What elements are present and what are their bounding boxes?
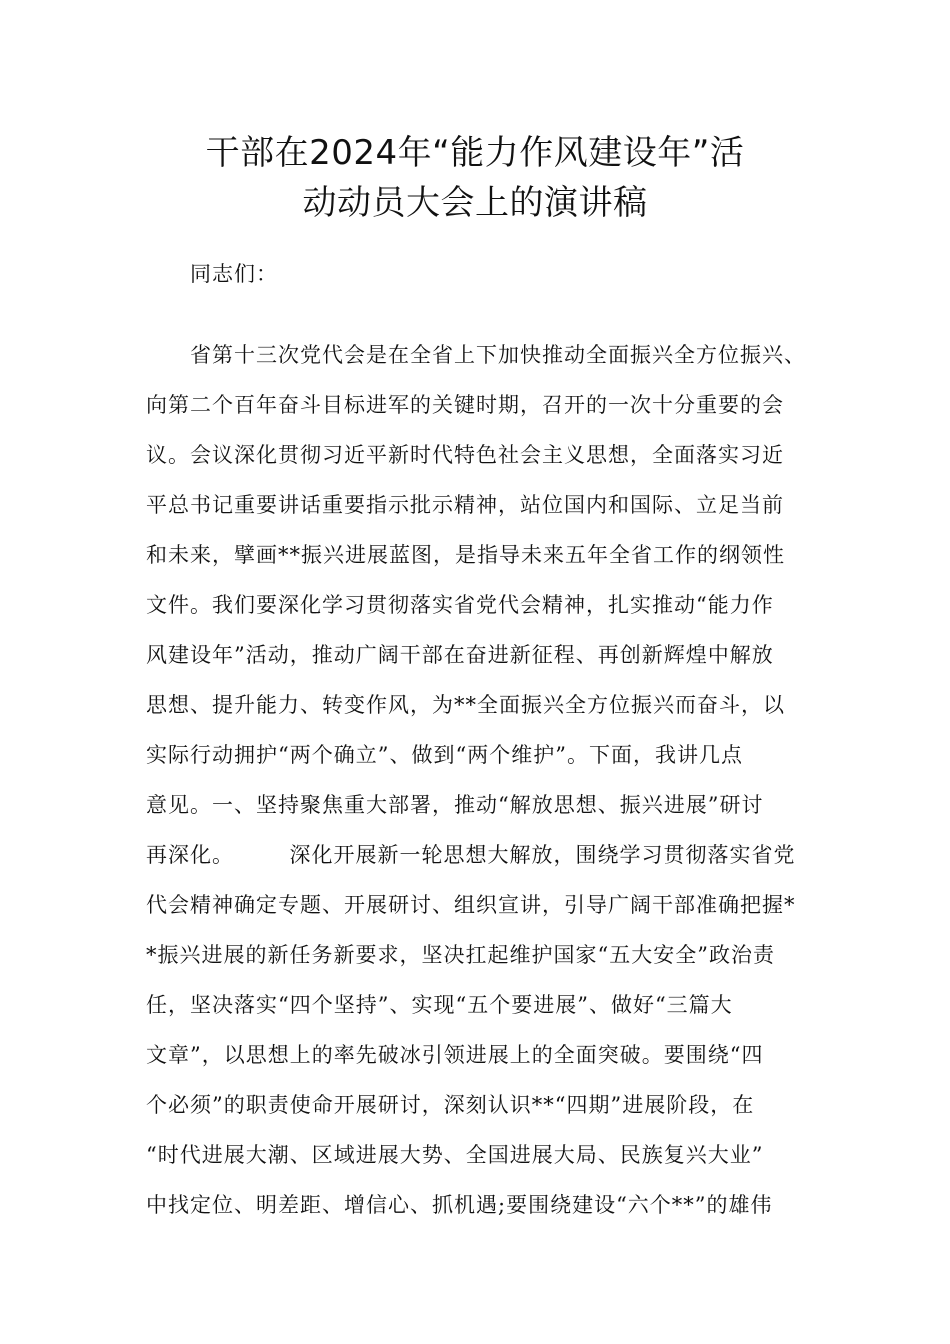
body-line: 文章”，以思想上的率先破冰引领进展上的全面突破。要围绕“四 [146, 1043, 764, 1067]
body-line: 再深化。 深化开展新一轮思想大解放，围绕学习贯彻落实省党 [146, 843, 796, 867]
document-title [80, 128, 870, 228]
body-line: 议。会议深化贯彻习近平新时代特色社会主义思想，全面落实习近 [146, 443, 784, 467]
body-line: 向第二个百年奋斗目标进军的关键时期，召开的一次十分重要的会 [146, 393, 784, 417]
body-line: 风建设年”活动，推动广阔干部在奋进新征程、再创新辉煌中解放 [146, 643, 774, 667]
greeting: 同志们： [190, 262, 278, 286]
body-line: 意见。一、坚持聚焦重大部署，推动“解放思想、振兴进展”研讨 [146, 793, 764, 817]
body-line: 省第十三次党代会是在全省上下加快推动全面振兴全方位振兴、 [146, 343, 806, 367]
body-line: 平总书记重要讲话重要指示批示精神，站位国内和国际、立足当前 [146, 493, 784, 517]
title-line-2: 动动员大会上的演讲稿 [302, 183, 648, 223]
title-line-1: 干部在2024年“能力作风建设年”活 [205, 133, 745, 173]
body-line: 任，坚决落实“四个坚持”、实现“五个要进展”、做好“三篇大 [146, 993, 733, 1017]
document-body [146, 330, 811, 1230]
body-line: 个必须”的职责使命开展研讨，深刻认识**“四期”进展阶段，在 [146, 1093, 755, 1117]
body-line: 思想、提升能力、转变作风，为**全面振兴全方位振兴而奋斗，以 [146, 693, 785, 717]
body-line: “时代进展大潮、区域进展大势、全国进展大局、民族复兴大业” [146, 1143, 764, 1167]
body-line: 实际行动拥护“两个确立”、做到“两个维护”。下面，我讲几点 [146, 743, 743, 767]
body-line: 文件。我们要深化学习贯彻落实省党代会精神，扎实推动“能力作 [146, 593, 774, 617]
body-line: *振兴进展的新任务新要求，坚决扛起维护国家“五大安全”政治责 [146, 943, 775, 967]
body-line: 代会精神确定专题、开展研讨、组织宣讲，引导广阔干部准确把握* [146, 893, 796, 917]
body-line: 和未来，擘画**振兴进展蓝图，是指导未来五年全省工作的纲领性 [146, 543, 785, 567]
body-line: 中找定位、明差距、增信心、抓机遇;要围绕建设“六个**”的雄伟 [146, 1193, 773, 1217]
